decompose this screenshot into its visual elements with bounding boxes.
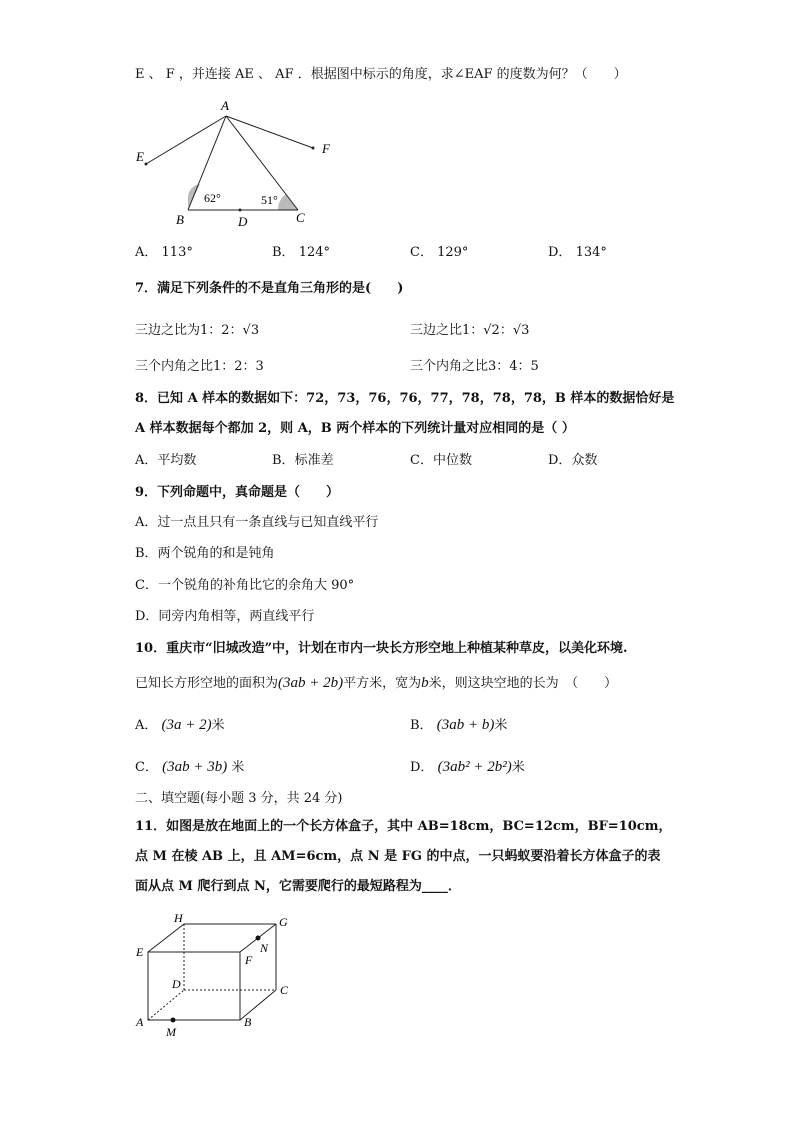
section-heading-fill-in: 二、填空题(每小题 3 分，共 24 分): [135, 791, 343, 806]
option-key: C．: [135, 760, 158, 775]
option-text: 129°: [437, 245, 469, 260]
q7-option-b[interactable]: 三边之比1：√2：√3: [410, 323, 530, 338]
option-text: 中位数: [432, 453, 472, 468]
option-unit: 米: [494, 718, 508, 733]
option-text: 113°: [161, 245, 193, 260]
q9-option-d[interactable]: D．同旁内角相等，两直线平行: [135, 609, 315, 624]
q11-label-h: H: [174, 911, 183, 925]
q6-triangle-figure: [128, 98, 348, 228]
q11-label-g: G: [279, 915, 288, 929]
q6-label-e: E: [136, 149, 144, 164]
option-text: 众数: [571, 453, 598, 468]
q6-option-c[interactable]: [410, 244, 468, 262]
q6-label-b: B: [176, 212, 184, 227]
q6-label-c: C: [296, 210, 305, 225]
q8-option-a[interactable]: [135, 452, 196, 470]
option-key: B．: [410, 718, 433, 733]
q10-width-var: b: [421, 675, 429, 691]
q8-stem-line2: A 样本数据每个都加 2，则 A，B 两个样本的下列统计量对应相同的是（ ）: [135, 421, 575, 436]
q7-option-c[interactable]: 三个内角之比1：2：3: [135, 359, 264, 374]
q10-area-expr: (3ab + 2b): [278, 675, 344, 691]
option-expr: (3ab + b): [436, 717, 495, 733]
option-text: 平均数: [157, 453, 197, 468]
q6-stem: E 、 F ，并连接 AE 、 AF ．根据图中标示的角度，求∠EAF 的度数为何？（ ）: [135, 67, 627, 82]
q10-stem-text: 已知长方形空地的面积为: [135, 676, 279, 691]
q10-stem-text: 米，则这块空地的长为 （ ）: [428, 676, 618, 691]
option-expr: (3ab² + 2b²): [437, 759, 512, 775]
option-key: D．: [410, 760, 434, 775]
q9-option-b[interactable]: B．两个锐角的和是钝角: [135, 546, 275, 561]
q10-stem-text: 平方米，宽为: [343, 676, 422, 691]
q11-line2: 点 M 在棱 AB 上，且 AM=6cm，点 N 是 FG 的中点，一只蚂蚁要沿着长方体盒子的表: [135, 849, 661, 864]
q10-option-a[interactable]: [135, 716, 225, 735]
q6-angle-b: 62°: [204, 191, 221, 205]
option-key: A．: [135, 245, 158, 260]
q6-angle-c: 51°: [261, 193, 278, 207]
q11-label-n: N: [260, 941, 269, 955]
q10-option-b[interactable]: [410, 716, 507, 735]
q6-label-f: F: [322, 141, 330, 156]
option-key: D．: [548, 245, 572, 260]
q10-stem-line2: [135, 674, 617, 693]
q6-label-d: D: [238, 214, 248, 228]
option-key: C．: [410, 245, 433, 260]
q8-option-c[interactable]: [410, 452, 472, 470]
option-expr: (3ab + 3b): [162, 759, 228, 775]
q11-label-e: E: [136, 945, 144, 959]
q8-stem-line1: 8．已知 A 样本的数据如下：72，73，76，76，77，78，78，78，B 样本的数据恰好是: [135, 391, 675, 406]
option-key: D．: [548, 453, 572, 468]
q6-option-d[interactable]: [548, 244, 607, 262]
q8-option-b[interactable]: [272, 452, 334, 470]
q10-option-d[interactable]: [410, 758, 525, 777]
option-text: 134°: [575, 245, 607, 260]
q9-option-c[interactable]: C．一个锐角的补角比它的余角大 90°: [135, 578, 355, 593]
q8-option-d[interactable]: [548, 452, 597, 470]
q9-stem: 9．下列命题中，真命题是（ ）: [135, 485, 340, 500]
option-unit: 米: [231, 760, 245, 775]
option-key: B．: [272, 245, 295, 260]
q7-stem: 7．满足下列条件的不是直角三角形的是( ): [135, 281, 404, 296]
q11-line3: 面从点 M 爬行到点 N，它需要爬行的最短路程为____．: [135, 879, 461, 894]
option-unit: 米: [211, 718, 225, 733]
q11-label-b: B: [244, 1015, 252, 1029]
q6-option-b[interactable]: [272, 244, 330, 262]
q10-option-c[interactable]: [135, 758, 244, 777]
q7-option-d[interactable]: 三个内角之比3：4：5: [410, 359, 539, 374]
option-key: C．: [410, 453, 433, 468]
q6-option-a[interactable]: [135, 244, 193, 262]
q11-label-m: M: [166, 1025, 176, 1039]
q11-label-c: C: [280, 983, 289, 997]
option-text: 标准差: [294, 453, 334, 468]
q11-label-a: A: [136, 1015, 144, 1029]
option-expr: (3a + 2): [161, 717, 212, 733]
q11-label-f: F: [245, 953, 253, 967]
option-key: A．: [135, 453, 158, 468]
option-text: 124°: [298, 245, 331, 260]
option-unit: 米: [511, 760, 525, 775]
option-key: A．: [135, 718, 158, 733]
q9-option-a[interactable]: A．过一点且只有一条直线与已知直线平行: [135, 515, 379, 530]
option-key: B．: [272, 453, 295, 468]
q11-cuboid-figure: [130, 908, 310, 1048]
q11-line1: 11．如图是放在地面上的一个长方体盒子，其中 AB=18cm，BC=12cm，BF=10cm，: [135, 819, 672, 834]
q10-stem-line1: 10．重庆市“旧城改造”中，计划在市内一块长方形空地上种植某种草皮，以美化环境.: [135, 641, 628, 656]
q7-option-a[interactable]: 三边之比为1：2：√3: [135, 323, 260, 338]
q11-label-d: D: [172, 977, 181, 991]
q6-label-a: A: [221, 98, 229, 113]
